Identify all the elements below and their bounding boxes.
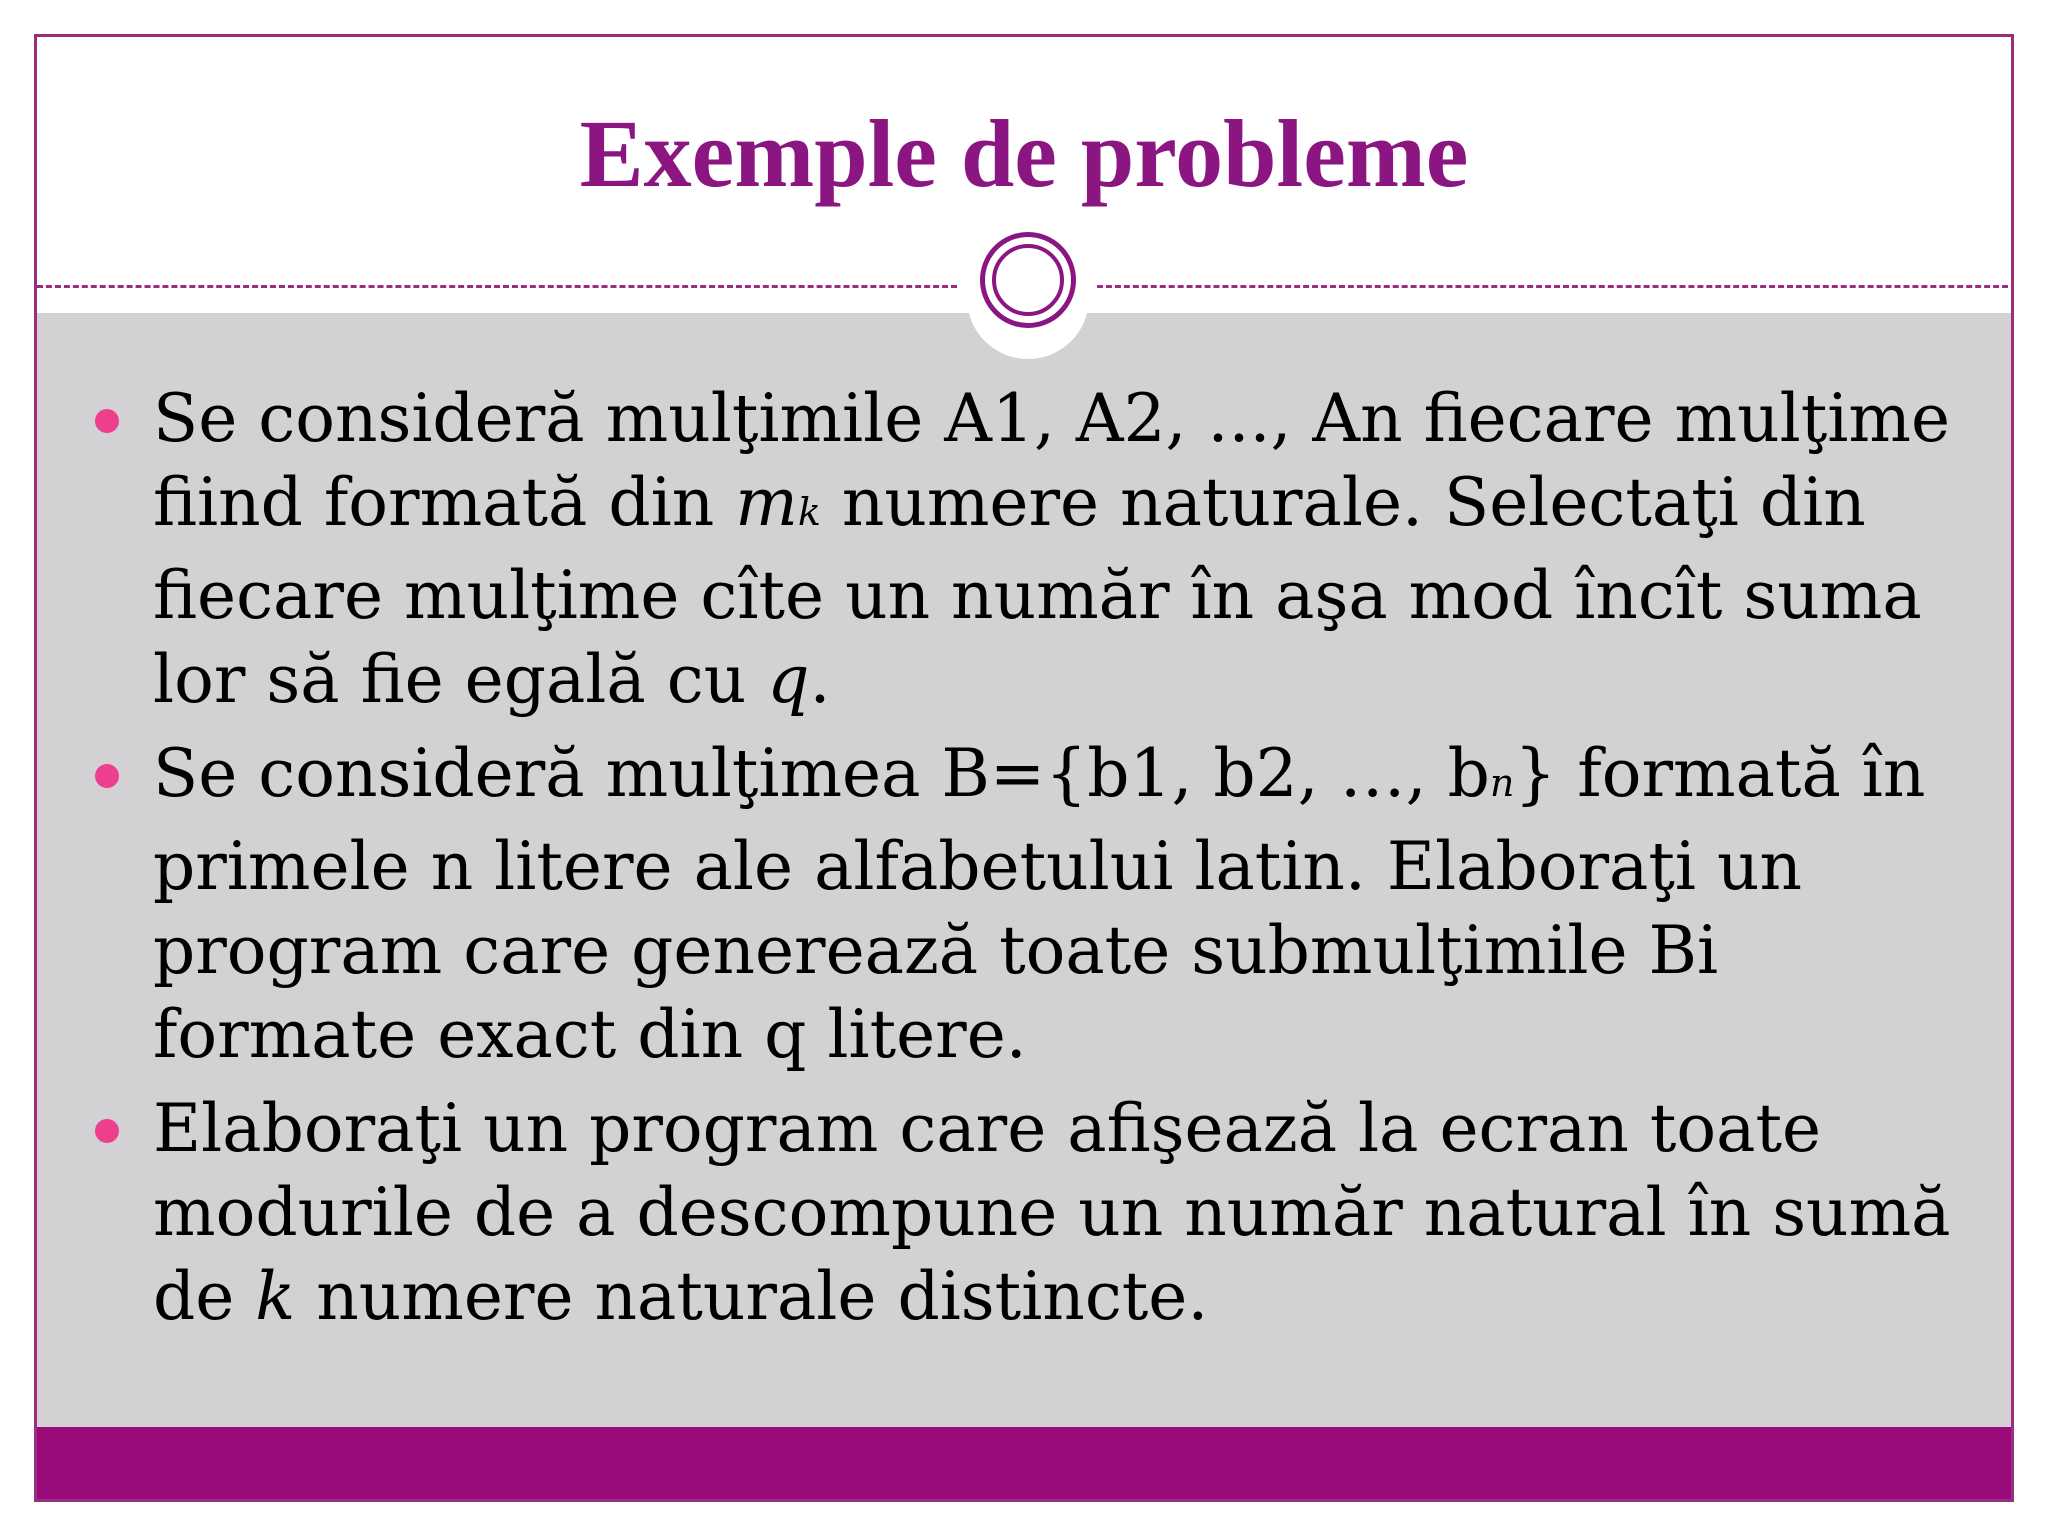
bullet-text-3 <box>153 1087 1971 1339</box>
bullet-dot-icon <box>95 1119 119 1143</box>
bullet-2-part2: } formată în primele n litere ale alfabetului latin. Elaboraţi un program care generează toate submulţimile Bi formate exact din q litere. <box>153 735 1926 1073</box>
bullet-item-3 <box>37 1087 2011 1339</box>
ornament-inner-ring <box>992 244 1064 316</box>
bullet-item-1 <box>37 377 2011 722</box>
bullet-2-part1: Se consideră mulţimea B={b1, b2, …, b <box>153 735 1490 812</box>
bullet-1-m-variable: m <box>735 464 798 541</box>
bullet-item-2 <box>37 732 2011 1077</box>
bullet-text-2 <box>153 732 1971 1077</box>
dashed-divider-left <box>37 285 957 288</box>
slide-title: Exemple de probleme <box>579 100 1469 207</box>
dashed-divider-right <box>1097 285 2014 288</box>
bullet-1-part1: Se consideră mulţimile A1, A2, ..., An fiecare mulţime fiind formată din <box>153 380 1951 541</box>
bullet-2-n-subscript: n <box>1489 761 1515 805</box>
bullet-1-part3: . <box>809 641 831 718</box>
bullet-list <box>37 377 2011 1349</box>
bullet-1-q-variable: q <box>767 641 810 718</box>
bullet-text-1 <box>153 377 1971 722</box>
bullet-1-part2: numere naturale. Selectaţi din fiecare mulţime cîte un număr în aşa mod încît suma lor să fie egală cu <box>153 464 1922 718</box>
bullet-3-part2: numere naturale distincte. <box>295 1258 1209 1335</box>
bullet-3-k-variable: k <box>255 1258 296 1335</box>
slide-frame <box>34 34 2014 1502</box>
bullet-dot-icon <box>95 764 119 788</box>
bullet-dot-icon <box>95 409 119 433</box>
bullet-3-part1: Elaboraţi un program care afişează la ecran toate modurile de a descompune un număr natural în sumă de <box>153 1090 1951 1335</box>
footer-bar <box>37 1427 2011 1499</box>
bullet-1-k-subscript: k <box>797 490 821 534</box>
